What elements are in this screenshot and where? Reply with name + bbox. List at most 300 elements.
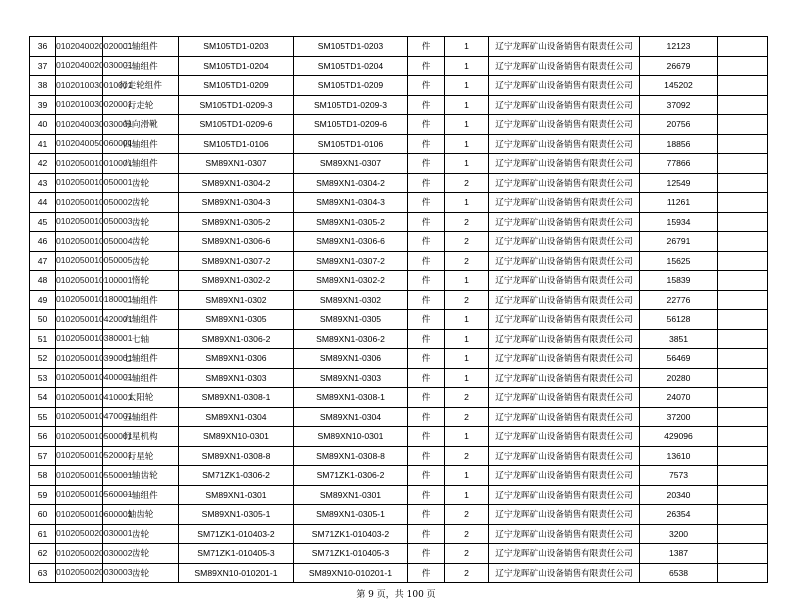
row-number-cell: 58 [30,466,56,486]
supplier-cell: 辽宁龙晖矿山设备销售有限责任公司 [489,485,640,505]
remarks-cell [718,76,768,96]
unit-cell: 件 [408,37,445,57]
part-name-cell: 行星轮 [103,446,179,466]
material-code-cell: 0102050010390001 [56,349,103,369]
drawing-number-cell: SM105TD1-0106 [179,134,294,154]
remarks-cell [718,446,768,466]
quantity-cell: 1 [445,466,489,486]
supplier-cell: 辽宁龙晖矿山设备销售有限责任公司 [489,544,640,564]
row-number-cell: 49 [30,290,56,310]
row-number-cell: 44 [30,193,56,213]
supplier-cell: 辽宁龙晖矿山设备销售有限责任公司 [489,95,640,115]
specification-cell: SM89XN1-0304 [294,407,408,427]
table-row [30,485,768,505]
specification-cell: SM89XN1-0306 [294,349,408,369]
supplier-cell: 辽宁龙晖矿山设备销售有限责任公司 [489,232,640,252]
row-number-cell: 60 [30,505,56,525]
row-number-cell: 61 [30,524,56,544]
supplier-cell: 辽宁龙晖矿山设备销售有限责任公司 [489,446,640,466]
supplier-cell: 辽宁龙晖矿山设备销售有限责任公司 [489,349,640,369]
material-code-cell: 0102050010500001 [56,427,103,447]
supplier-cell: 辽宁龙晖矿山设备销售有限责任公司 [489,251,640,271]
material-code-cell: 0102050010050005 [56,251,103,271]
specification-cell: SM105TD1-0209-6 [294,115,408,135]
remarks-cell [718,388,768,408]
drawing-number-cell: SM89XN1-0307 [179,154,294,174]
quantity-cell: 2 [445,544,489,564]
drawing-number-cell: SM89XN1-0301 [179,485,294,505]
table-row [30,154,768,174]
specification-cell: SM105TD1-0209-3 [294,95,408,115]
part-name-cell: 行星机构 [103,427,179,447]
part-name-cell: 导向滑靴 [103,115,179,135]
unit-cell: 件 [408,505,445,525]
specification-cell: SM89XN1-0307 [294,154,408,174]
row-number-cell: 36 [30,37,56,57]
material-code-cell: 0102050010470001 [56,407,103,427]
table-row [30,232,768,252]
drawing-number-cell: SM89XN1-0306 [179,349,294,369]
amount-cell: 15625 [640,251,718,271]
drawing-number-cell: SM71ZK1-0306-2 [179,466,294,486]
material-code-cell: 0102010030010001 [56,76,103,96]
amount-cell: 13610 [640,446,718,466]
unit-cell: 件 [408,563,445,583]
amount-cell: 22776 [640,290,718,310]
material-code-cell: 0102050010410001 [56,388,103,408]
specification-cell: SM89XN1-0308-8 [294,446,408,466]
unit-cell: 件 [408,232,445,252]
material-code-cell: 0102050010050001 [56,173,103,193]
unit-cell: 件 [408,251,445,271]
specification-cell: SM105TD1-0209 [294,76,408,96]
row-number-cell: 48 [30,271,56,291]
part-name-cell: 齿轮 [103,173,179,193]
part-name-cell: 轴齿轮 [103,505,179,525]
remarks-cell [718,95,768,115]
quantity-cell: 1 [445,329,489,349]
row-number-cell: 63 [30,563,56,583]
part-name-cell: 行走轮 [103,95,179,115]
specification-cell: SM89XN10-010201-1 [294,563,408,583]
unit-cell: 件 [408,154,445,174]
part-name-cell: 七轴组件 [103,349,179,369]
row-number-cell: 37 [30,56,56,76]
amount-cell: 3200 [640,524,718,544]
drawing-number-cell: SM105TD1-0203 [179,37,294,57]
table-row [30,251,768,271]
drawing-number-cell: SM105TD1-0204 [179,56,294,76]
remarks-cell [718,329,768,349]
unit-cell: 件 [408,544,445,564]
specification-cell: SM89XN1-0306-6 [294,232,408,252]
quantity-cell: 2 [445,407,489,427]
material-code-cell: 0102040020030001 [56,56,103,76]
drawing-number-cell: SM89XN1-0305-1 [179,505,294,525]
supplier-cell: 辽宁龙晖矿山设备销售有限责任公司 [489,329,640,349]
remarks-cell [718,505,768,525]
row-number-cell: 51 [30,329,56,349]
unit-cell: 件 [408,76,445,96]
supplier-cell: 辽宁龙晖矿山设备销售有限责任公司 [489,173,640,193]
remarks-cell [718,466,768,486]
amount-cell: 6538 [640,563,718,583]
amount-cell: 20340 [640,485,718,505]
unit-cell: 件 [408,173,445,193]
part-name-cell: 齿轮 [103,212,179,232]
table-row [30,193,768,213]
part-name-cell: 三轴组件 [103,368,179,388]
part-name-cell: 五轴组件 [103,407,179,427]
remarks-cell [718,232,768,252]
row-number-cell: 45 [30,212,56,232]
part-name-cell: 八轴组件 [103,154,179,174]
remarks-cell [718,56,768,76]
table-row [30,329,768,349]
supplier-cell: 辽宁龙晖矿山设备销售有限责任公司 [489,56,640,76]
part-name-cell: 四轴组件 [103,134,179,154]
amount-cell: 15839 [640,271,718,291]
quantity-cell: 2 [445,446,489,466]
amount-cell: 56128 [640,310,718,330]
supplier-cell: 辽宁龙晖矿山设备销售有限责任公司 [489,505,640,525]
supplier-cell: 辽宁龙晖矿山设备销售有限责任公司 [489,290,640,310]
table-row [30,544,768,564]
remarks-cell [718,154,768,174]
table-row [30,524,768,544]
remarks-cell [718,193,768,213]
supplier-cell: 辽宁龙晖矿山设备销售有限责任公司 [489,193,640,213]
row-number-cell: 62 [30,544,56,564]
remarks-cell [718,563,768,583]
material-code-cell: 0102050010560001 [56,485,103,505]
drawing-number-cell: SM89XN1-0304-3 [179,193,294,213]
supplier-cell: 辽宁龙晖矿山设备销售有限责任公司 [489,466,640,486]
specification-cell: SM89XN10-0301 [294,427,408,447]
material-code-cell: 0102040020020001 [56,37,103,57]
remarks-cell [718,271,768,291]
supplier-cell: 辽宁龙晖矿山设备销售有限责任公司 [489,368,640,388]
row-number-cell: 42 [30,154,56,174]
table-row [30,212,768,232]
material-code-cell: 0102050010520001 [56,446,103,466]
drawing-number-cell: SM89XN1-0306-6 [179,232,294,252]
part-name-cell: 太阳轮 [103,388,179,408]
specification-cell: SM71ZK1-010405-3 [294,544,408,564]
row-number-cell: 47 [30,251,56,271]
specification-cell: SM105TD1-0203 [294,37,408,57]
specification-cell: SM105TD1-0106 [294,134,408,154]
part-name-cell: 一轴组件 [103,485,179,505]
unit-cell: 件 [408,485,445,505]
material-code-cell: 0102040030030001 [56,115,103,135]
drawing-number-cell: SM71ZK1-010405-3 [179,544,294,564]
part-name-cell: 七轴 [103,329,179,349]
material-code-cell: 0102050010050002 [56,193,103,213]
table-row [30,134,768,154]
unit-cell: 件 [408,212,445,232]
quantity-cell: 1 [445,427,489,447]
material-code-cell: 0102050010050004 [56,232,103,252]
specification-cell: SM71ZK1-0306-2 [294,466,408,486]
drawing-number-cell: SM105TD1-0209 [179,76,294,96]
unit-cell: 件 [408,290,445,310]
unit-cell: 件 [408,95,445,115]
quantity-cell: 2 [445,524,489,544]
row-number-cell: 39 [30,95,56,115]
drawing-number-cell: SM105TD1-0209-3 [179,95,294,115]
amount-cell: 56469 [640,349,718,369]
table-row [30,505,768,525]
part-name-cell: 齿轮 [103,193,179,213]
remarks-cell [718,349,768,369]
specification-cell: SM89XN1-0307-2 [294,251,408,271]
remarks-cell [718,427,768,447]
remarks-cell [718,37,768,57]
material-code-cell: 0102050010420001 [56,310,103,330]
amount-cell: 7573 [640,466,718,486]
quantity-cell: 2 [445,251,489,271]
drawing-number-cell: SM89XN1-0308-8 [179,446,294,466]
part-name-cell: 一轴齿轮 [103,466,179,486]
unit-cell: 件 [408,524,445,544]
quantity-cell: 1 [445,310,489,330]
supplier-cell: 辽宁龙晖矿山设备销售有限责任公司 [489,407,640,427]
row-number-cell: 46 [30,232,56,252]
supplier-cell: 辽宁龙晖矿山设备销售有限责任公司 [489,524,640,544]
part-name-cell: 齿轮 [103,232,179,252]
table-row [30,407,768,427]
part-name-cell: 二轴组件 [103,37,179,57]
material-code-cell: 0102050010180001 [56,290,103,310]
specification-cell: SM105TD1-0204 [294,56,408,76]
drawing-number-cell: SM89XN10-010201-1 [179,563,294,583]
remarks-cell [718,134,768,154]
unit-cell: 件 [408,134,445,154]
unit-cell: 件 [408,446,445,466]
quantity-cell: 1 [445,95,489,115]
unit-cell: 件 [408,388,445,408]
material-code-cell: 0102050010380001 [56,329,103,349]
specification-cell: SM71ZK1-010403-2 [294,524,408,544]
amount-cell: 12123 [640,37,718,57]
amount-cell: 3851 [640,329,718,349]
table-row [30,427,768,447]
quantity-cell: 2 [445,505,489,525]
table-row [30,466,768,486]
unit-cell: 件 [408,329,445,349]
amount-cell: 26791 [640,232,718,252]
quantity-cell: 2 [445,563,489,583]
material-code-cell: 0102050010050003 [56,212,103,232]
unit-cell: 件 [408,407,445,427]
amount-cell: 26679 [640,56,718,76]
drawing-number-cell: SM89XN1-0306-2 [179,329,294,349]
amount-cell: 145202 [640,76,718,96]
part-name-cell: 齿轮 [103,563,179,583]
supplier-cell: 辽宁龙晖矿山设备销售有限责任公司 [489,271,640,291]
quantity-cell: 1 [445,56,489,76]
quantity-cell: 1 [445,349,489,369]
table-row [30,37,768,57]
supplier-cell: 辽宁龙晖矿山设备销售有限责任公司 [489,388,640,408]
remarks-cell [718,524,768,544]
amount-cell: 429096 [640,427,718,447]
amount-cell: 37200 [640,407,718,427]
unit-cell: 件 [408,56,445,76]
row-number-cell: 55 [30,407,56,427]
part-name-cell: 六轴组件 [103,310,179,330]
table-row [30,76,768,96]
specification-cell: SM89XN1-0304-2 [294,173,408,193]
quantity-cell: 1 [445,134,489,154]
quantity-cell: 1 [445,154,489,174]
quantity-cell: 2 [445,232,489,252]
amount-cell: 15934 [640,212,718,232]
supplier-cell: 辽宁龙晖矿山设备销售有限责任公司 [489,76,640,96]
amount-cell: 77866 [640,154,718,174]
unit-cell: 件 [408,349,445,369]
specification-cell: SM89XN1-0305 [294,310,408,330]
material-code-cell: 0102050010600001 [56,505,103,525]
remarks-cell [718,407,768,427]
material-code-cell: 0102010030020001 [56,95,103,115]
table-row [30,95,768,115]
drawing-number-cell: SM89XN1-0305 [179,310,294,330]
specification-cell: SM89XN1-0304-3 [294,193,408,213]
row-number-cell: 56 [30,427,56,447]
part-name-cell: 齿轮 [103,251,179,271]
part-name-cell: 二轴组件 [103,290,179,310]
part-name-cell: 行走轮组件 [103,76,179,96]
amount-cell: 11261 [640,193,718,213]
drawing-number-cell: SM89XN1-0302 [179,290,294,310]
remarks-cell [718,310,768,330]
row-number-cell: 57 [30,446,56,466]
material-code-cell: 0102050010400001 [56,368,103,388]
page-footer: 第 9 页，共 100 页 [356,590,436,600]
supplier-cell: 辽宁龙晖矿山设备销售有限责任公司 [489,563,640,583]
table-row [30,349,768,369]
table-row [30,446,768,466]
material-code-cell: 0102050020030001 [56,524,103,544]
table-row [30,115,768,135]
amount-cell: 20280 [640,368,718,388]
table-row [30,56,768,76]
row-number-cell: 40 [30,115,56,135]
unit-cell: 件 [408,271,445,291]
part-name-cell: 惰轮 [103,271,179,291]
quantity-cell: 1 [445,193,489,213]
supplier-cell: 辽宁龙晖矿山设备销售有限责任公司 [489,212,640,232]
specification-cell: SM89XN1-0302 [294,290,408,310]
amount-cell: 18856 [640,134,718,154]
drawing-number-cell: SM89XN1-0308-1 [179,388,294,408]
remarks-cell [718,485,768,505]
drawing-number-cell: SM89XN1-0307-2 [179,251,294,271]
supplier-cell: 辽宁龙晖矿山设备销售有限责任公司 [489,134,640,154]
amount-cell: 1387 [640,544,718,564]
remarks-cell [718,212,768,232]
table-row [30,290,768,310]
supplier-cell: 辽宁龙晖矿山设备销售有限责任公司 [489,427,640,447]
unit-cell: 件 [408,368,445,388]
unit-cell: 件 [408,193,445,213]
material-code-cell: 0102050020030003 [56,563,103,583]
material-code-cell: 0102050010100001 [56,271,103,291]
amount-cell: 12549 [640,173,718,193]
row-number-cell: 53 [30,368,56,388]
specification-cell: SM89XN1-0308-1 [294,388,408,408]
table-body [30,37,768,583]
drawing-number-cell: SM89XN1-0303 [179,368,294,388]
row-number-cell: 38 [30,76,56,96]
quantity-cell: 2 [445,212,489,232]
material-code-cell: 0102050020030002 [56,544,103,564]
supplier-cell: 辽宁龙晖矿山设备销售有限责任公司 [489,310,640,330]
specification-cell: SM89XN1-0301 [294,485,408,505]
table-row [30,271,768,291]
unit-cell: 件 [408,310,445,330]
quantity-cell: 1 [445,76,489,96]
quantity-cell: 2 [445,290,489,310]
drawing-number-cell: SM89XN1-0302-2 [179,271,294,291]
drawing-number-cell: SM105TD1-0209-6 [179,115,294,135]
unit-cell: 件 [408,115,445,135]
drawing-number-cell: SM71ZK1-010403-2 [179,524,294,544]
part-name-cell: 三轴组件 [103,56,179,76]
specification-cell: SM89XN1-0303 [294,368,408,388]
unit-cell: 件 [408,427,445,447]
table-row [30,388,768,408]
quantity-cell: 1 [445,115,489,135]
table-row [30,563,768,583]
row-number-cell: 54 [30,388,56,408]
row-number-cell: 52 [30,349,56,369]
drawing-number-cell: SM89XN10-0301 [179,427,294,447]
unit-cell: 件 [408,466,445,486]
quantity-cell: 1 [445,271,489,291]
amount-cell: 20756 [640,115,718,135]
specification-cell: SM89XN1-0305-2 [294,212,408,232]
specification-cell: SM89XN1-0306-2 [294,329,408,349]
quantity-cell: 2 [445,173,489,193]
table-row [30,368,768,388]
row-number-cell: 41 [30,134,56,154]
quantity-cell: 1 [445,485,489,505]
quantity-cell: 1 [445,368,489,388]
material-code-cell: 0102050010010001 [56,154,103,174]
drawing-number-cell: SM89XN1-0304-2 [179,173,294,193]
part-name-cell: 齿轮 [103,544,179,564]
remarks-cell [718,173,768,193]
amount-cell: 24070 [640,388,718,408]
remarks-cell [718,115,768,135]
remarks-cell [718,290,768,310]
supplier-cell: 辽宁龙晖矿山设备销售有限责任公司 [489,37,640,57]
parts-table [29,36,768,583]
table-row [30,173,768,193]
row-number-cell: 59 [30,485,56,505]
row-number-cell: 50 [30,310,56,330]
quantity-cell: 1 [445,37,489,57]
remarks-cell [718,544,768,564]
amount-cell: 26354 [640,505,718,525]
supplier-cell: 辽宁龙晖矿山设备销售有限责任公司 [489,115,640,135]
material-code-cell: 0102050010550001 [56,466,103,486]
specification-cell: SM89XN1-0302-2 [294,271,408,291]
row-number-cell: 43 [30,173,56,193]
